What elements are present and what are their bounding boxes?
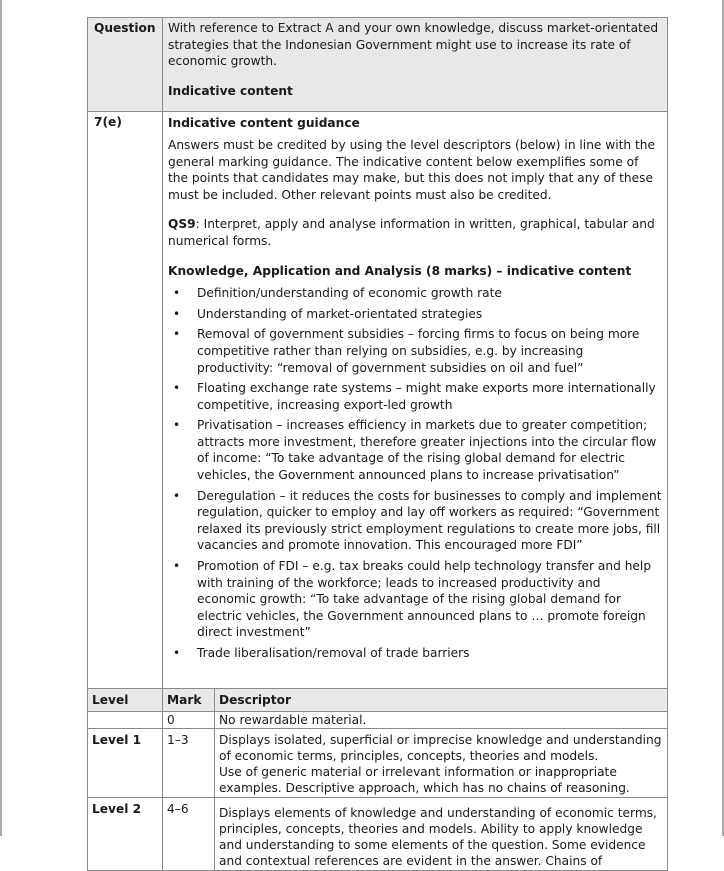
- table-row: [88, 728, 668, 797]
- bullet-icon: •: [173, 488, 181, 503]
- bullet-icon: •: [173, 646, 181, 660]
- page-edge-left: [0, 0, 2, 836]
- bullet-icon: •: [173, 381, 181, 396]
- list-item: [168, 326, 662, 376]
- point-text: Trade liberalisation/removal of trade barriers: [197, 646, 470, 660]
- content-row: [88, 112, 668, 688]
- descriptor-text: Use of generic material or irrelevant information or inappropriate examples. Descriptive approach, which has no chains of reasoning.: [219, 764, 630, 795]
- list-item: [168, 488, 662, 554]
- question-text: With reference to Extract A and your own knowledge, discuss market-orientated strategies that the Indonesian Government might use to increase its rate of economic growth.: [168, 21, 659, 69]
- level-descriptor-table: [87, 689, 668, 871]
- mark-scheme-page: [87, 17, 668, 871]
- list-item: [168, 645, 662, 662]
- point-text: Understanding of market-orientated strategies: [197, 306, 483, 321]
- level-cell: Level 1: [88, 728, 163, 797]
- header-descriptor: Descriptor: [215, 689, 668, 712]
- kaa-heading: Knowledge, Application and Analysis (8 marks) – indicative content: [168, 263, 632, 278]
- mark-cell: 4–6: [163, 797, 215, 870]
- bullet-icon: •: [173, 306, 181, 321]
- question-table: [87, 17, 668, 689]
- list-item: [168, 558, 662, 641]
- point-text: Definition/understanding of economic growth rate: [197, 286, 502, 301]
- point-text: Floating exchange rate systems – might make exports more internationally competitive, increasing export-led growth: [197, 381, 656, 412]
- point-text: Removal of government subsidies – forcing firms to focus on being more competitive rather than relying on subsidies, e.g. by increasing productivity: “removal of government subsidies on oil and fuel”: [197, 327, 640, 375]
- guidance-cell: [163, 112, 668, 688]
- guidance-heading: Indicative content guidance: [168, 116, 360, 131]
- bullet-icon: •: [173, 418, 181, 433]
- indicative-points-list: [168, 285, 662, 661]
- qs-text: : Interpret, apply and analyse information in written, graphical, tabular and numerical forms.: [168, 217, 655, 248]
- mark-cell: 1–3: [163, 728, 215, 797]
- list-item: [168, 380, 662, 413]
- question-number: 7(e): [88, 112, 163, 688]
- descriptor-cell: Displays elements of knowledge and understanding of economic terms, principles, concepts, theories and models. Ability to apply knowledge and understanding to some elements of the question. Some evidence and contextual references are evident in the answer. Chains of: [215, 797, 668, 870]
- table-row: [88, 797, 668, 870]
- list-item: [168, 417, 662, 483]
- point-text: Deregulation – it reduces the costs for businesses to comply and implement regulation, quicker to employ and lay off workers as required: “Government relaxed its previously strict employment regulations to create more jobs, fill vacancies and promote innovation. This encouraged more FDI”: [197, 488, 662, 553]
- list-item: [168, 285, 662, 302]
- descriptor-text: Displays isolated, superficial or imprecise knowledge and understanding of economic terms, principles, concepts, theories and models.: [219, 732, 662, 763]
- mark-cell: 0: [163, 711, 215, 728]
- level-cell: Level 2: [88, 797, 163, 870]
- level-cell: [88, 711, 163, 728]
- qs-label: QS9: [168, 217, 196, 232]
- qs-paragraph: [168, 216, 662, 249]
- question-label: Question: [88, 18, 163, 112]
- bullet-icon: •: [173, 327, 181, 342]
- level-table-header: [88, 689, 668, 712]
- bullet-icon: •: [173, 286, 181, 301]
- descriptor-cell: No rewardable material.: [215, 711, 668, 728]
- bullet-icon: •: [173, 559, 181, 574]
- list-item: [168, 306, 662, 323]
- question-row: [88, 18, 668, 112]
- guidance-paragraph: Answers must be credited by using the level descriptors (below) in line with the general marking guidance. The indicative content below exemplifies some of the points that candidates may make, but this does not imply that any of these must be included. Other relevant points must also be credited.: [168, 137, 656, 202]
- descriptor-cell: [215, 728, 668, 797]
- point-text: Privatisation – increases efficiency in markets due to greater competition; attracts more investment, therefore greater injections into the circular flow of income: “To take advantage of the rising global demand for electric vehicles, the Government announced plans to increase privatisation”: [197, 418, 657, 483]
- table-row: [88, 711, 668, 728]
- header-level: Level: [88, 689, 163, 712]
- indicative-content-heading: Indicative content: [168, 83, 293, 98]
- point-text: Promotion of FDI – e.g. tax breaks could help technology transfer and help with training of the workforce; leads to increased productivity and economic growth: “To take advantage of the rising global demand for electric vehicles, the Government announced plans to … promote foreign direct investment”: [197, 559, 652, 640]
- header-mark: Mark: [163, 689, 215, 712]
- question-cell: [163, 18, 668, 112]
